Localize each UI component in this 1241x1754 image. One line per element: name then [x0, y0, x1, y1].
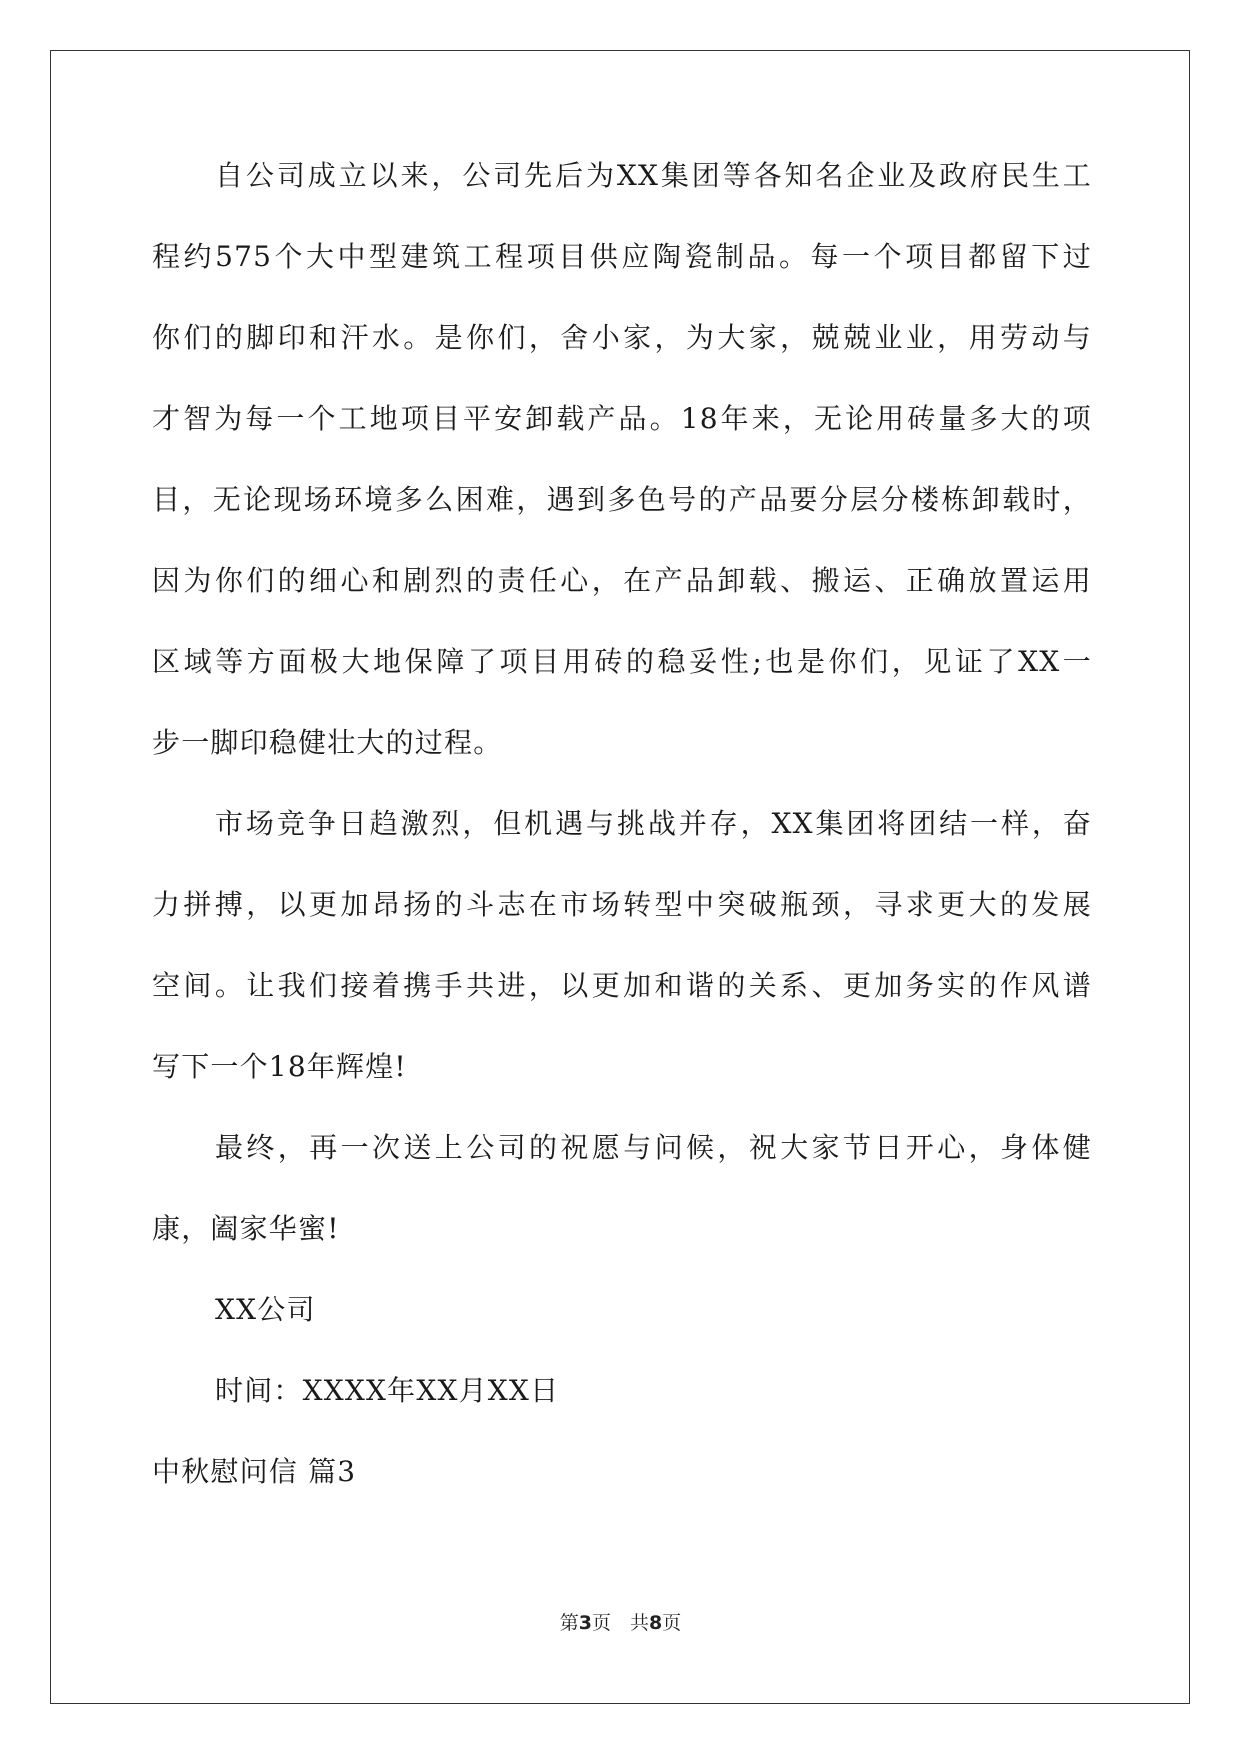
body-line: 你们的脚印和汗水。是你们，舍小家，为大家，兢兢业业，用劳动与 — [152, 321, 1092, 354]
body-line: 空间。让我们接着携手共进，以更加和谐的关系、更加务实的作风谱 — [152, 969, 1092, 1002]
total-page-number: 8 — [649, 1612, 663, 1634]
footer-prefix: 第 — [559, 1612, 579, 1634]
body-line: 区域等方面极大地保障了项目用砖的稳妥性;也是你们，见证了XX一 — [152, 645, 1092, 678]
body-line: 步一脚印稳健壮大的过程。 — [152, 726, 503, 759]
section-heading: 中秋慰问信 篇3 — [152, 1455, 357, 1488]
letter-body — [152, 158, 1092, 1535]
footer-suffix: 页 — [662, 1612, 682, 1634]
body-line: 康，阖家华蜜! — [152, 1212, 340, 1245]
signature: XX公司 — [215, 1293, 316, 1326]
body-line: 自公司成立以来，公司先后为XX集团等各知名企业及政府民生工 — [215, 159, 1092, 192]
footer-mid: 页 共 — [591, 1612, 649, 1634]
current-page-number: 3 — [578, 1612, 592, 1634]
body-line: 因为你们的细心和剧烈的责任心，在产品卸载、搬运、正确放置运用 — [152, 564, 1092, 597]
body-line: 力拼搏，以更加昂扬的斗志在市场转型中突破瓶颈，寻求更大的发展 — [152, 888, 1092, 921]
body-line: 才智为每一个工地项目平安卸载产品。18年来，无论用砖量多大的项 — [152, 402, 1092, 435]
page-footer — [0, 1608, 1241, 1635]
body-line: 市场竞争日趋激烈，但机遇与挑战并存，XX集团将团结一样，奋 — [215, 807, 1092, 840]
body-line: 最终，再一次送上公司的祝愿与问候，祝大家节日开心，身体健 — [215, 1131, 1092, 1164]
body-line: 程约575个大中型建筑工程项目供应陶瓷制品。每一个项目都留下过 — [152, 240, 1092, 273]
date-line: 时间：XXXX年XX月XX日 — [215, 1374, 560, 1407]
body-line: 目，无论现场环境多么困难，遇到多色号的产品要分层分楼栋卸载时， — [152, 483, 1092, 516]
body-line: 写下一个18年辉煌! — [152, 1050, 407, 1083]
